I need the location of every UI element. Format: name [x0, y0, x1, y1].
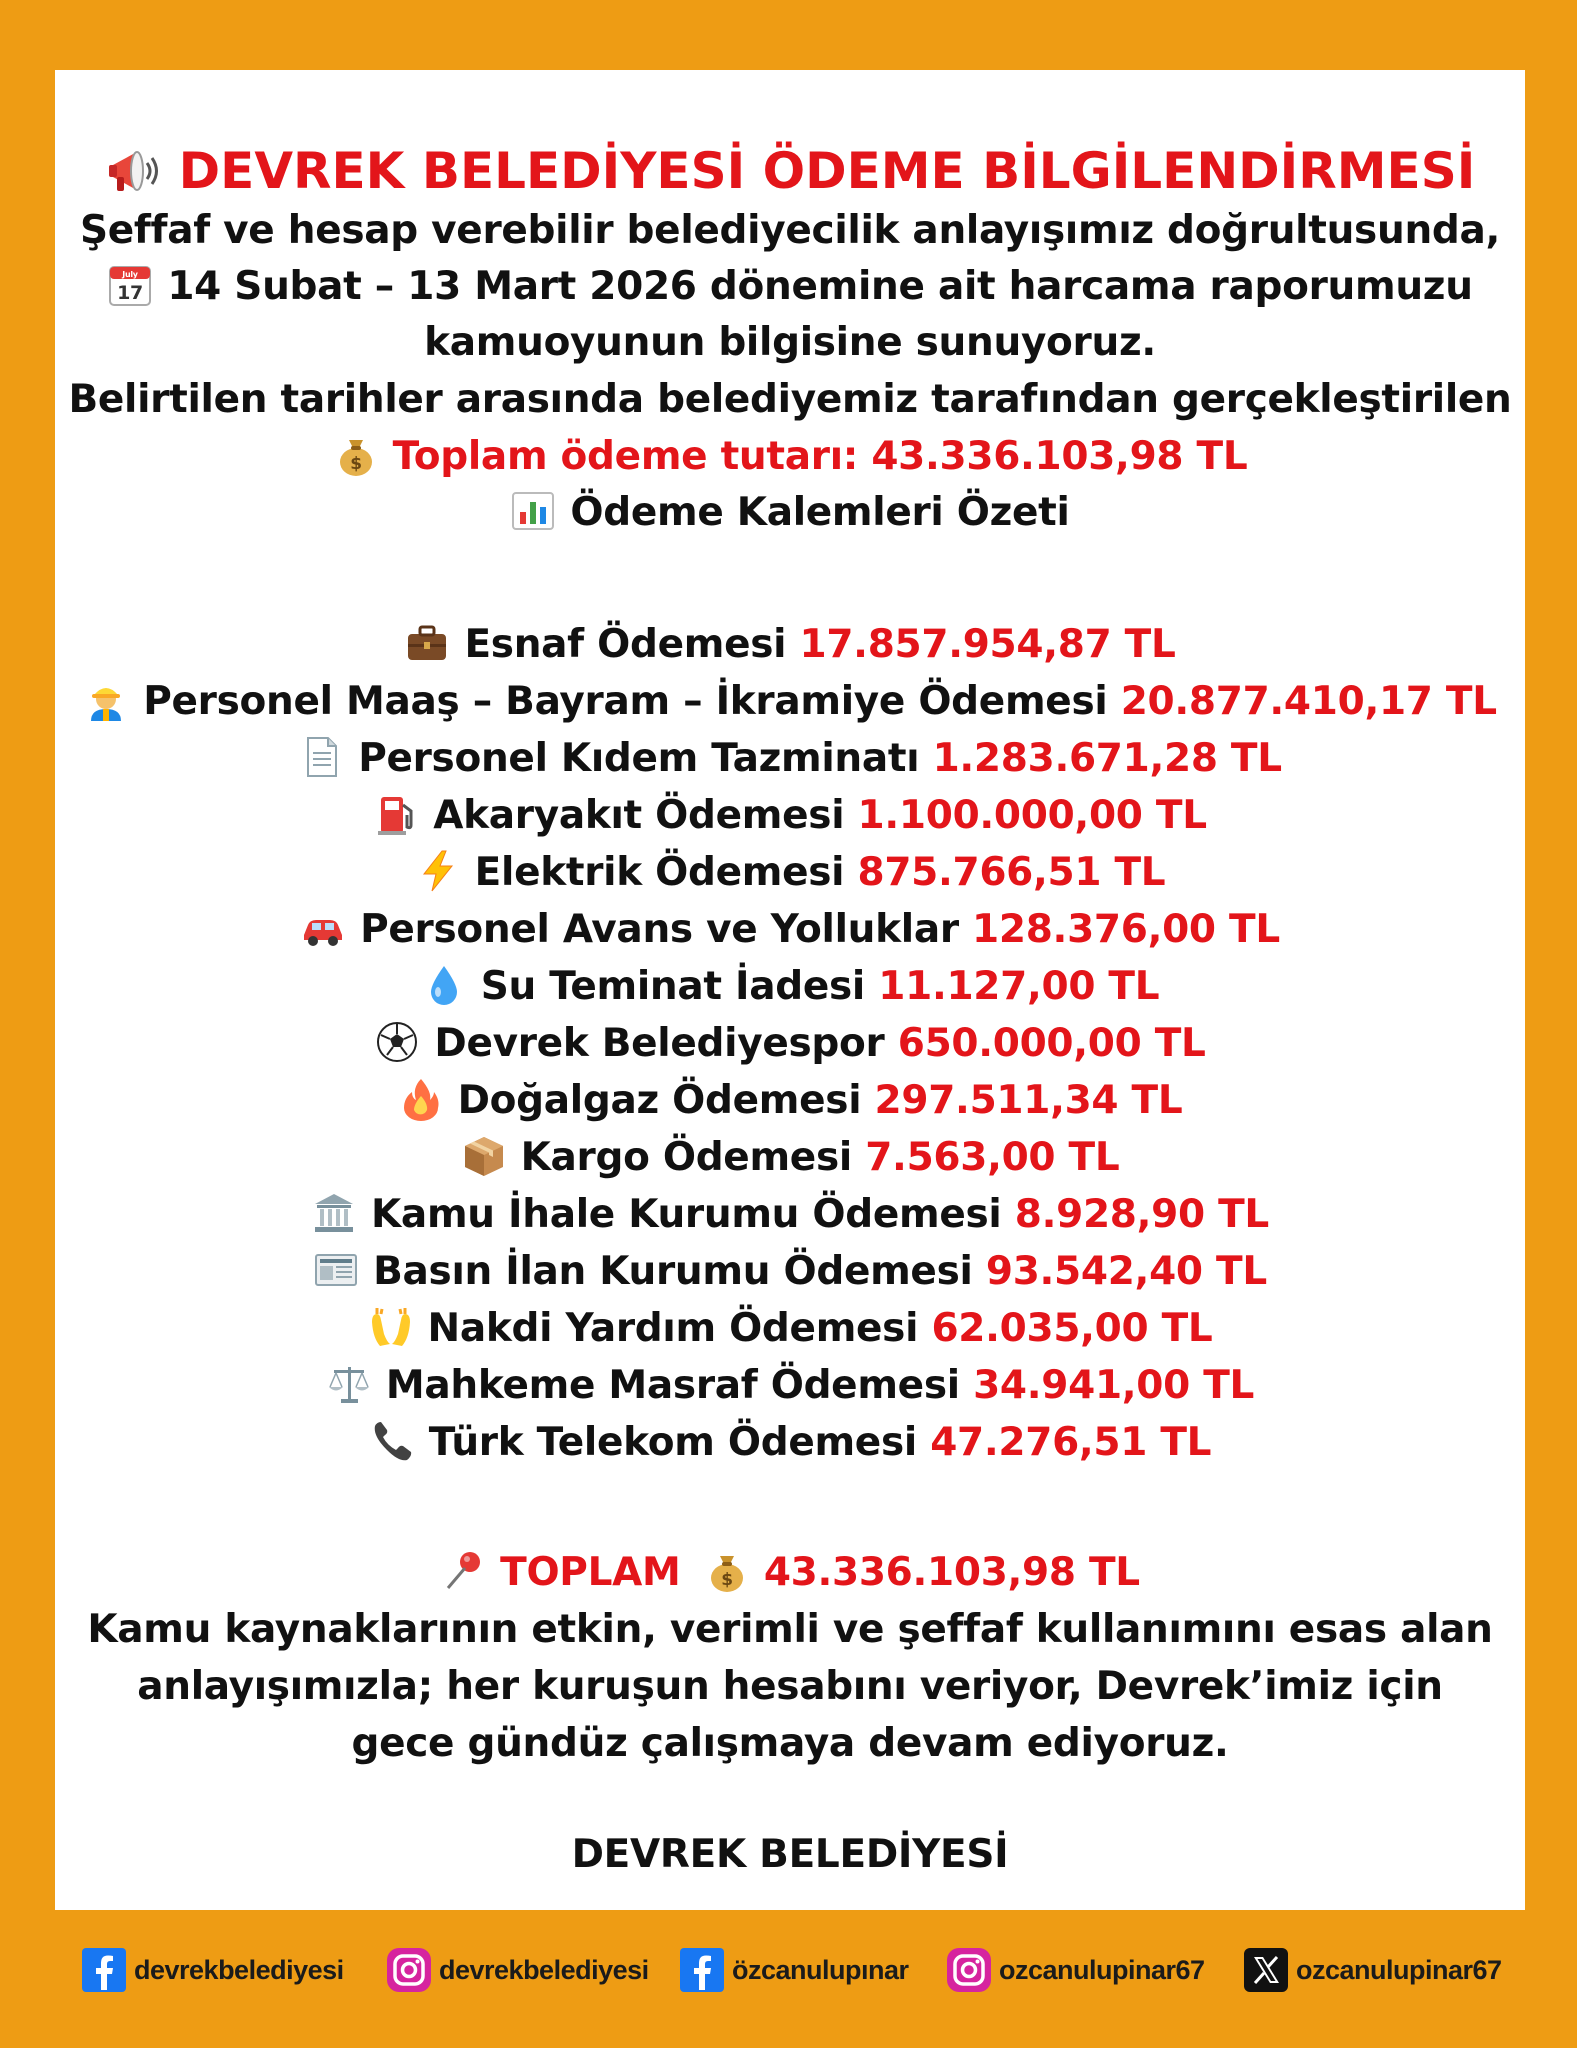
fuel-pump-icon — [373, 791, 419, 837]
grand-total-row — [55, 1548, 1525, 1598]
intro-line-2: 14 Subat – 13 Mart 2026 dönemine ait harcama raporumuzu — [167, 264, 1473, 309]
social-handle: devrekbelediyesi — [439, 1954, 649, 1985]
classical-building-icon — [311, 1190, 357, 1236]
payment-amount: 17.857.954,87 TL — [799, 622, 1176, 667]
svg-text:$: $ — [349, 453, 362, 474]
payment-label: Türk Telekom Ödemesi — [428, 1420, 917, 1465]
payment-amount: 128.376,00 TL — [972, 907, 1280, 952]
payment-item — [55, 1247, 1525, 1297]
payment-label: Akaryakıt Ödemesi — [433, 793, 845, 838]
payment-item — [55, 848, 1525, 898]
intro-line-2-row — [55, 262, 1525, 312]
social-handle: ozcanulupinar67 — [999, 1954, 1205, 1985]
droplet-icon — [421, 962, 467, 1008]
calendar-icon — [107, 262, 153, 308]
x-logo-icon — [1242, 1946, 1290, 1994]
payment-item — [55, 620, 1525, 670]
social-link-facebook-devrekbelediyesi[interactable] — [80, 1940, 344, 2000]
fire-icon — [398, 1076, 444, 1122]
payment-label: Mahkeme Masraf Ödemesi — [385, 1363, 960, 1408]
payment-amount: 650.000,00 TL — [897, 1021, 1206, 1066]
payment-amount: 875.766,51 TL — [857, 850, 1166, 895]
facebook-icon — [80, 1946, 128, 1994]
soccer-ball-icon — [374, 1019, 420, 1065]
briefcase-icon — [404, 620, 450, 666]
payment-label: Kamu İhale Kurumu Ödemesi — [371, 1192, 1002, 1237]
payment-item — [55, 1304, 1525, 1354]
payment-label: Basın İlan Kurumu Ödemesi — [373, 1249, 973, 1294]
closing-line-2: anlayışımızla; her kuruşun hesabını veriyor, Devrek’imiz için — [137, 1664, 1443, 1709]
payment-amount: 1.283.671,28 TL — [932, 736, 1282, 781]
payment-item — [55, 1418, 1525, 1468]
money-bag-icon — [704, 1548, 750, 1594]
car-icon — [300, 905, 346, 951]
instagram-icon — [385, 1946, 433, 1994]
social-link-instagram-devrekbelediyesi[interactable] — [385, 1940, 649, 2000]
payment-item — [55, 791, 1525, 841]
payment-item — [55, 1133, 1525, 1183]
payment-item — [55, 734, 1525, 784]
payment-label: Doğalgaz Ödemesi — [457, 1078, 862, 1123]
intro-line-4: Belirtilen tarihler arasında belediyemiz tarafından gerçekleştirilen — [68, 377, 1512, 422]
intro-line-1: Şeffaf ve hesap verebilir belediyecilik anlayışımız doğrultusunda, — [79, 208, 1501, 253]
svg-text:$: $ — [721, 1569, 733, 1590]
social-link-x-ozcanulupinar67[interactable] — [1242, 1940, 1502, 2000]
payment-item — [55, 677, 1525, 727]
payment-amount: 8.928,90 TL — [1014, 1192, 1269, 1237]
payment-amount: 11.127,00 TL — [878, 964, 1160, 1009]
lightning-icon — [415, 848, 461, 894]
payment-label: Su Teminat İadesi — [480, 964, 865, 1009]
intro-line-3: kamuoyunun bilgisine sunuyoruz. — [424, 320, 1156, 365]
payment-amount: 62.035,00 TL — [931, 1306, 1213, 1351]
money-bag-icon — [333, 432, 379, 478]
calendar-month: July — [122, 269, 139, 279]
newspaper-icon — [313, 1247, 359, 1293]
total-amount-summary: Toplam ödeme tutarı: 43.336.103,98 TL — [392, 434, 1248, 479]
payment-label: Esnaf Ödemesi — [464, 622, 787, 667]
social-handle: özcanulupınar — [732, 1954, 909, 1985]
package-icon — [461, 1133, 507, 1179]
telephone-icon — [369, 1418, 415, 1464]
grand-total-label: TOPLAM — [500, 1550, 681, 1595]
signature: DEVREK BELEDİYESİ — [571, 1832, 1009, 1877]
payment-amount: 93.542,40 TL — [985, 1249, 1267, 1294]
payment-amount: 20.877.410,17 TL — [1120, 679, 1497, 724]
bar-chart-icon — [510, 488, 556, 534]
pushpin-icon — [440, 1548, 486, 1594]
payment-amount: 7.563,00 TL — [865, 1135, 1120, 1180]
payment-label: Devrek Belediyespor — [434, 1021, 885, 1066]
social-footer — [0, 1940, 1577, 2010]
payment-amount: 34.941,00 TL — [973, 1363, 1255, 1408]
facebook-icon — [678, 1946, 726, 1994]
summary-heading: Ödeme Kalemleri Özeti — [570, 490, 1070, 535]
social-link-instagram-ozcanulupinar67[interactable] — [945, 1940, 1205, 2000]
payment-amount: 47.276,51 TL — [930, 1420, 1212, 1465]
payment-label: Personel Maaş – Bayram – İkramiye Ödemesi — [143, 679, 1108, 724]
payment-item — [55, 962, 1525, 1012]
page-title: DEVREK BELEDİYESİ ÖDEME BİLGİLENDİRMESİ — [178, 142, 1476, 200]
payment-label: Elektrik Ödemesi — [474, 850, 845, 895]
payment-label: Nakdi Yardım Ödemesi — [427, 1306, 919, 1351]
megaphone-icon — [105, 141, 165, 201]
social-handle: ozcanulupinar67 — [1296, 1954, 1502, 1985]
construction-worker-icon — [83, 677, 129, 723]
payment-item — [55, 905, 1525, 955]
document-icon — [298, 734, 344, 780]
payment-item — [55, 1190, 1525, 1240]
closing-line-1: Kamu kaynaklarının etkin, verimli ve şeffaf kullanımını esas alan — [87, 1607, 1493, 1652]
summary-heading-row — [55, 488, 1525, 538]
announcement-card — [55, 70, 1525, 1910]
open-hands-icon — [368, 1304, 414, 1350]
calendar-day: 17 — [117, 281, 144, 304]
closing-line-3: gece gündüz çalışmaya devam ediyoruz. — [351, 1721, 1229, 1766]
payment-amount: 297.511,34 TL — [874, 1078, 1183, 1123]
social-handle: devrekbelediyesi — [134, 1954, 344, 1985]
title-row — [55, 138, 1525, 205]
total-summary-row — [55, 432, 1525, 482]
instagram-icon — [945, 1946, 993, 1994]
payment-item — [55, 1076, 1525, 1126]
scales-icon — [326, 1361, 372, 1407]
payment-item — [55, 1361, 1525, 1411]
social-link-facebook-ozcanulupinar[interactable] — [678, 1940, 909, 2000]
payment-label: Kargo Ödemesi — [520, 1135, 852, 1180]
payment-amount: 1.100.000,00 TL — [857, 793, 1207, 838]
payment-label: Personel Kıdem Tazminatı — [358, 736, 920, 781]
payment-item — [55, 1019, 1525, 1069]
payment-label: Personel Avans ve Yolluklar — [360, 907, 959, 952]
grand-total-amount: 43.336.103,98 TL — [763, 1550, 1140, 1595]
